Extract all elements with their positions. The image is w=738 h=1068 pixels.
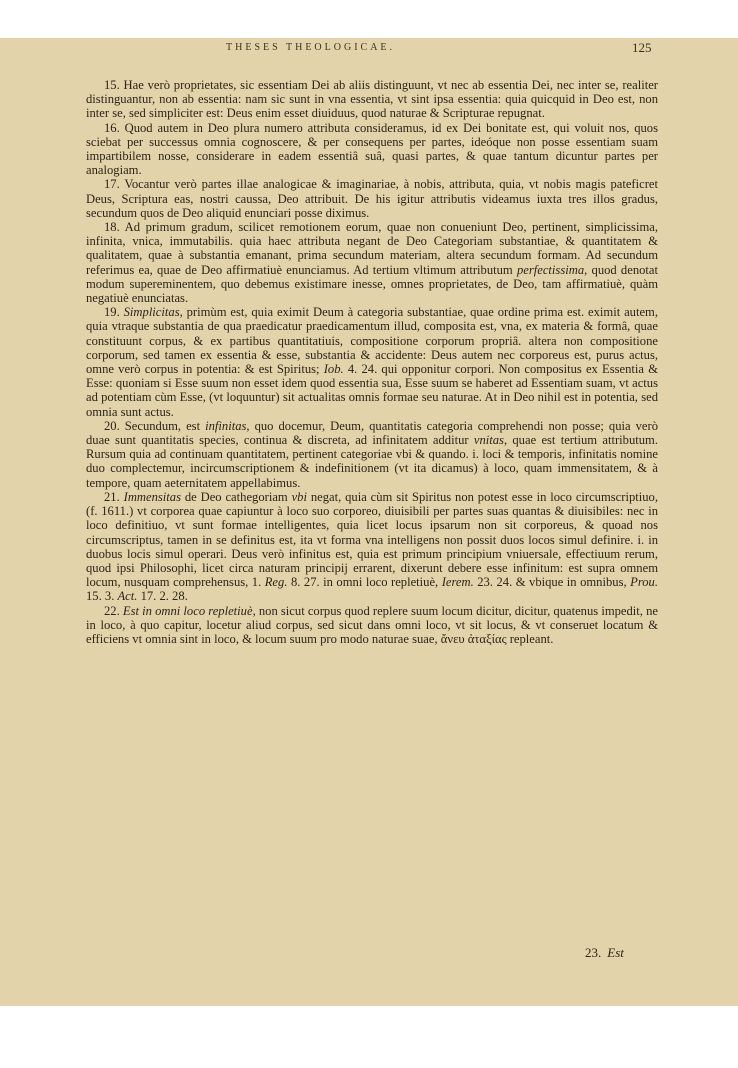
italic-term: Iob. <box>323 362 344 377</box>
paragraph-text: de Deo cathegoriam <box>181 489 292 504</box>
paragraph-text: 8. 27. in omni loco repletiuè, <box>287 575 442 590</box>
paragraph-number: 20. <box>104 418 120 433</box>
catchword <box>585 945 624 961</box>
paragraph-number: 21. <box>104 489 120 504</box>
paragraph-text: 17. 2. 28. <box>137 589 188 604</box>
body-text <box>86 78 658 646</box>
paragraph-text: , quae est tertium attributum. Rursum quia ad continuam quantitatem, pertinent categoriae vbi & quando. i. loci & temporis, infinitatis nomine duo complectemur, incircumscriptionem & indefinitionem (vt ita dicamus) à loco, quam immensitatem, & à tempore, quam aeternitatem appellabimus. <box>86 433 658 490</box>
page-number: 125 <box>632 40 652 55</box>
paragraph-text: 4. 24. qui opponitur corpori. Non compositus ex Essentia & Esse: quoniam si Esse suum non esset idem quod essentia sua, Esse suum se haberet ad Essentiam suam, vt actus ad potentiam cùm Esse, (vt loquuntur) sit actualitas omnis formae seu naturae. At in Deo nihil est in potentia, sed omnia sunt actus. <box>86 362 658 419</box>
paragraph-15 <box>86 78 658 121</box>
italic-term: Ierem. <box>441 575 474 590</box>
paragraph-text: , primùm est, quia eximit Deum à categoria substantiae, quae ordine prima est. eximit autem, quia vtraque substantia de qua praedicatur praedicamentum illud, composita est, vna, ex materia & formâ, quae constituunt corpus, & ex partibus quantitatiuis, compositione corporum propriâ. altera non compositione corporum, sed tamen ex essentia & esse, substantia & accidente: Deus autem nec corporeus est, purus actus, omne verò corpus in potentia: & est Spiritus; <box>86 305 658 377</box>
paragraph-text: , quo docemur, Deum, quantitatis categoria comprehendi non posse; quia verò duae sunt quantitatis species, continua & discreta, ad infinitatem additur <box>86 418 658 448</box>
italic-term: Prou. <box>630 575 658 590</box>
italic-term: vnitas <box>473 433 504 448</box>
paragraph-text: Quod autem in Deo plura numero attributa consideramus, id ex Dei bonitate est, qui voluit nos, quos sciebat per successus omnia cognoscere, & per consequens per partes, ideóque non posse essentiam suam impartibilem nosse, considerare in eadem essentiâ suâ, quasi partes, & quae tantum dicuntur partes per analogiam. <box>86 120 658 178</box>
paragraph-text: Ad primum gradum, scilicet remotionem eorum, quae non conueniunt Deo, pertinent, simplicissima, infinita, vnica, immutabilis. quia haec attributa negant de Deo Categoriam substantiae, & quantitatem & qualitatem, quae à substantia emanant, prima secundum materiam, altera secundum formam. Ad secundum referimus ea, quae de Deo affirmatiuè enunciamus. Ad tertium vltimum attributum <box>86 220 658 277</box>
italic-term: Simplicitas <box>123 305 180 320</box>
paragraph-18 <box>86 220 658 305</box>
paragraph-text: Hae verò proprietates, sic essentiam Dei ab aliis distinguunt, vt nec ab essentia Dei, nec inter se, realiter distinguantur, non ab essentia: nam sic sunt in vna essentia, vt sint ipsa essentia: quia quicquid in Deo est, non inter se, sed simpliciter est: Deus enim esset diuiduus, quod naturae & Scripturae repugnat. <box>86 78 658 121</box>
paragraph-text: , quod denotat modum supereminentem, quo debemus existimare inesse, omnes proprietates, de Deo, tam affirmatiuè, quàm negatiuè enunciatas. <box>86 262 659 306</box>
paragraph-21 <box>86 490 658 604</box>
paragraph-number: 15. <box>104 78 120 92</box>
catchword-number: 23. <box>585 945 602 960</box>
page-header <box>0 40 738 60</box>
paragraph-text: Secundum, est <box>124 418 206 433</box>
paragraph-text: 15. 3. <box>86 589 118 604</box>
paragraph-number: 16. <box>104 120 120 135</box>
italic-term: vbi <box>291 489 307 504</box>
italic-term: Reg. <box>264 575 288 590</box>
paragraph-text: , non sicut corpus quod replere suum locum dicitur, dicitur, quatenus impedit, ne in loco, à quo capitur, locetur aliud corpus, sed sicut dans omni loco, vt sit locus, & vt conseruet locatum & efficiens vt omnia sint in loco, & locum suum pro modo naturae suae, ἄνευ ἀταξίας repleant. <box>86 603 658 646</box>
paragraph-22 <box>86 604 658 647</box>
paragraph-19 <box>86 305 658 419</box>
running-title: THESES THEOLOGICAE. <box>226 42 396 53</box>
paragraph-17 <box>86 177 658 220</box>
italic-term: infinitas <box>205 418 247 433</box>
paragraph-text: 23. 24. & vbique in omnibus, <box>473 575 631 590</box>
paragraph-16 <box>86 121 658 178</box>
paragraph-text: Vocantur verò partes illae analogicae & imaginariae, à nobis, attributa, quia, vt nobis magis pateficret Deus, Scriptura eas, nostri caussa, Deo attribuit. De his igitur attributis videamus iuxta tres illos gradus, secundum quos de Deo aliquid enunciari posse diximus. <box>86 177 658 220</box>
paragraph-number: 19. <box>104 305 120 320</box>
italic-term: Immensitas <box>123 489 181 504</box>
italic-term: perfectissima <box>516 262 585 277</box>
paragraph-number: 22. <box>104 603 120 618</box>
paragraph-text: negat, quia cùm sit Spiritus non potest esse in loco circumscriptiuo, (f. 1611.) vt corporea quae capiuntur à loco suo corporeo, diuisibili per partes suas quantas & diuisibiles: nec in loco definitiuo, vt sunt formae intelligentes, quia licet locus ipsarum non sit corporeus, & quoad nos circumscriptus, tamen in se definitus est, ita vt forma vna intelligens non possit duos locos simul definire. i. in duobus locis simul operari. Deus verò infinitus est, quia est primum principium vniuersale, effectiuum rerum, quod ipsi Philosophi, licet circa naturam principij errarent, dixerunt debere esse infinitum: est supra omnem locum, nusquam comprehensus, 1. <box>86 489 658 590</box>
italic-term: Est in omni loco repletiuè <box>122 603 253 618</box>
paragraph-20 <box>86 419 658 490</box>
paragraph-number: 18. <box>104 220 120 235</box>
italic-term: Act. <box>117 589 138 604</box>
paragraph-number: 17. <box>104 177 120 192</box>
catchword-word: Est <box>607 945 624 960</box>
